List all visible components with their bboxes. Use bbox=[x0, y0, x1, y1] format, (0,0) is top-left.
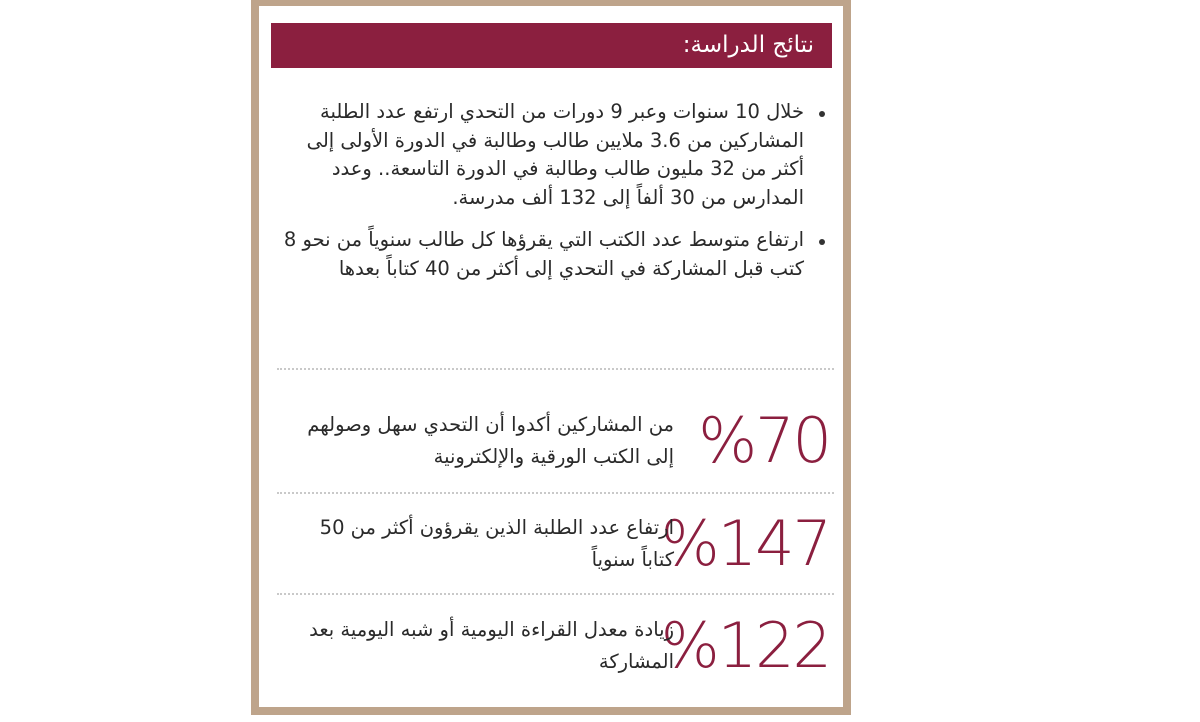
bullet-icon bbox=[819, 111, 825, 117]
header-bar bbox=[271, 23, 832, 68]
header-title: نتائج الدراسة: bbox=[682, 32, 814, 58]
dotted-divider bbox=[277, 368, 834, 370]
finding-text: خلال 10 سنوات وعبر 9 دورات من التحدي ارتفع عدد الطلبة المشاركين من 3.6 ملايين طالب وطالبة في الدورة الأولى إلى أكثر من 32 مليون طالب وطالبة في الدورة التاسعة.. وعدد المدارس من 30 ألفاً إلى 132 ألف مدرسة. bbox=[306, 100, 804, 209]
stat-row bbox=[279, 398, 830, 484]
dotted-divider bbox=[277, 593, 834, 595]
infographic-frame bbox=[251, 0, 851, 715]
stat-value: %70 bbox=[698, 404, 830, 477]
finding-text: ارتفاع متوسط عدد الكتب التي يقرؤها كل طالب سنوياً من نحو 8 كتب قبل المشاركة في التحدي إلى أكثر من 40 كتاباً بعدها bbox=[283, 228, 804, 280]
findings-list bbox=[279, 98, 829, 297]
stat-row bbox=[279, 605, 830, 687]
stat-description: زيادة معدل القراءة اليومية أو شبه اليومية بعد المشاركة bbox=[309, 618, 674, 673]
stat-row bbox=[279, 504, 830, 584]
bullet-icon bbox=[819, 239, 825, 245]
stat-description: ارتفاع عدد الطلبة الذين يقرؤون أكثر من 50 كتاباً سنوياً bbox=[319, 516, 674, 571]
dotted-divider bbox=[277, 492, 834, 494]
stat-description: من المشاركين أكدوا أن التحدي سهل وصولهم إلى الكتب الورقية والإلكترونية bbox=[307, 413, 674, 468]
stat-value: %147 bbox=[660, 507, 830, 580]
finding-item bbox=[279, 98, 829, 212]
stat-value: %122 bbox=[660, 609, 830, 682]
finding-item bbox=[279, 226, 829, 283]
